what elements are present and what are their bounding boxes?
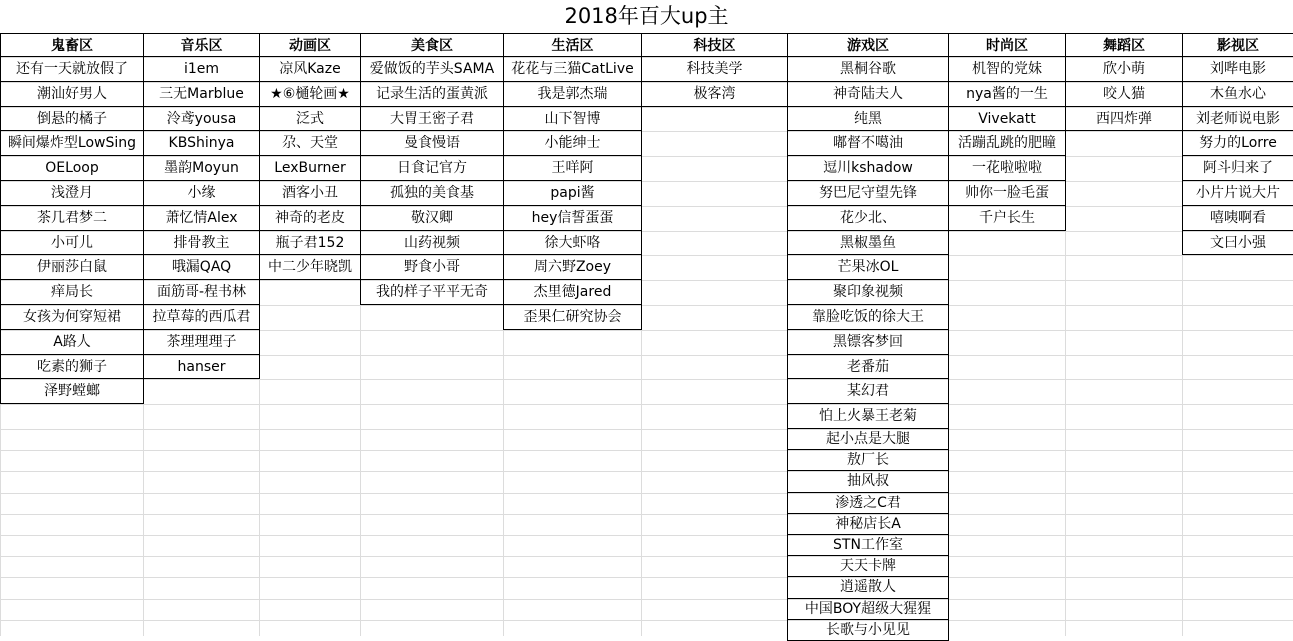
- table-cell: 怕上火暴王老菊: [787, 403, 949, 429]
- grid-line: [0, 577, 1293, 578]
- column-header: 鬼畜区: [0, 33, 144, 57]
- column-header: 动画区: [259, 33, 361, 57]
- table-cell: 山药视频: [360, 230, 504, 256]
- table-cell: 茶几君梦二: [0, 205, 144, 231]
- table-cell: 痒局长: [0, 279, 144, 305]
- table-cell: 科技美学: [641, 56, 788, 82]
- grid-line: [0, 379, 1293, 380]
- table-cell: i1em: [143, 56, 260, 82]
- table-cell: 逍遥散人: [787, 576, 949, 598]
- grid-line: [0, 599, 1293, 600]
- table-cell: 纯黑: [787, 106, 949, 132]
- table-cell: 小可儿: [0, 230, 144, 256]
- table-cell: 浅澄月: [0, 180, 144, 206]
- table-cell: 芒果冰OL: [787, 254, 949, 280]
- grid-line: [0, 404, 1293, 405]
- table-cell: nya酱的一生: [948, 81, 1066, 107]
- table-cell: 极客湾: [641, 81, 788, 107]
- table-cell: 嘻咦啊看: [1182, 205, 1293, 231]
- table-cell: 刘哔电影: [1182, 56, 1293, 82]
- table-cell: 天天卡牌: [787, 555, 949, 577]
- column-header: 影视区: [1182, 33, 1293, 57]
- sheet-title: 2018年百大up主: [564, 4, 729, 28]
- table-cell: 起小点是大腿: [787, 428, 949, 450]
- table-cell: 小片片说大片: [1182, 180, 1293, 206]
- table-cell: 神秘店长A: [787, 513, 949, 535]
- table-cell: Vivekatt: [948, 106, 1066, 132]
- table-cell: 泛式: [259, 106, 361, 132]
- table-cell: 吃素的狮子: [0, 354, 144, 380]
- table-cell: 机智的党妹: [948, 56, 1066, 82]
- column-header: 音乐区: [143, 33, 260, 57]
- table-cell: STN工作室: [787, 534, 949, 556]
- column-header: 时尚区: [948, 33, 1066, 57]
- table-cell: 刘老师说电影: [1182, 106, 1293, 132]
- table-cell: 倒悬的橘子: [0, 106, 144, 132]
- grid-line: [0, 620, 1293, 621]
- table-cell: 山下智博: [503, 106, 642, 132]
- table-cell: A路人: [0, 329, 144, 355]
- table-cell: LexBurner: [259, 155, 361, 181]
- table-cell: 西四炸弹: [1065, 106, 1183, 132]
- table-cell: 努力的Lorre: [1182, 130, 1293, 156]
- grid-line: [0, 556, 1293, 557]
- table-cell: 神奇陆夫人: [787, 81, 949, 107]
- table-cell: 抽风叔: [787, 470, 949, 492]
- column-header: 舞蹈区: [1065, 33, 1183, 57]
- table-cell: 敖厂长: [787, 449, 949, 471]
- table-cell: 潮汕好男人: [0, 81, 144, 107]
- table-cell: 努巴尼守望先锋: [787, 180, 949, 206]
- table-cell: 帅你一脸毛蛋: [948, 180, 1066, 206]
- table-cell: 墨韵Moyun: [143, 155, 260, 181]
- table-cell: 中国BOY超级大猩猩: [787, 598, 949, 620]
- column-header: 美食区: [360, 33, 504, 57]
- table-cell: 野食小哥: [360, 254, 504, 280]
- table-cell: 欣小萌: [1065, 56, 1183, 82]
- table-cell: 聚印象视频: [787, 279, 949, 305]
- table-cell: 周六野Zoey: [503, 254, 642, 280]
- table-cell: 花少北、: [787, 205, 949, 231]
- table-cell: 活蹦乱跳的肥瞳: [948, 130, 1066, 156]
- table-cell: 黑桐谷歌: [787, 56, 949, 82]
- table-cell: 嘟督不噶油: [787, 130, 949, 156]
- table-cell: 敬汉卿: [360, 205, 504, 231]
- table-cell: 尕、天堂: [259, 130, 361, 156]
- table-cell: 文曰小强: [1182, 230, 1293, 256]
- table-cell: 曼食慢语: [360, 130, 504, 156]
- table-cell: 某幻君: [787, 378, 949, 404]
- table-cell: ★⑥樋轮画★: [259, 81, 361, 107]
- column-header: 生活区: [503, 33, 642, 57]
- table-cell: 神奇的老皮: [259, 205, 361, 231]
- table-cell: 花花与三猫CatLive: [503, 56, 642, 82]
- table-cell: papi酱: [503, 180, 642, 206]
- column-header: 科技区: [641, 33, 788, 57]
- table-cell: 瓶子君152: [259, 230, 361, 256]
- table-cell: 小能绅士: [503, 130, 642, 156]
- table-cell: 王咩阿: [503, 155, 642, 181]
- table-cell: 泠鸢yousa: [143, 106, 260, 132]
- table-cell: 逗川kshadow: [787, 155, 949, 181]
- table-cell: 咬人猫: [1065, 81, 1183, 107]
- table-cell: 杰里德Jared: [503, 279, 642, 305]
- table-cell: hanser: [143, 354, 260, 380]
- table-cell: 徐大虾咯: [503, 230, 642, 256]
- table-cell: 歪果仁研究协会: [503, 304, 642, 330]
- table-cell: 中二少年晓凯: [259, 254, 361, 280]
- grid-line: [0, 493, 1293, 494]
- table-cell: 凉风Kaze: [259, 56, 361, 82]
- grid-line: [0, 429, 1293, 430]
- grid-line: [0, 471, 1293, 472]
- table-cell: 瞬间爆炸型LowSing: [0, 130, 144, 156]
- table-cell: 三无Marblue: [143, 81, 260, 107]
- column-header: 游戏区: [787, 33, 949, 57]
- table-cell: 黑镖客梦回: [787, 329, 949, 355]
- table-cell: 木鱼水心: [1182, 81, 1293, 107]
- table-cell: 女孩为何穿短裙: [0, 304, 144, 330]
- table-cell: 大胃王密子君: [360, 106, 504, 132]
- table-cell: 面筋哥-程书林: [143, 279, 260, 305]
- table-cell: 拉草莓的西瓜君: [143, 304, 260, 330]
- grid-line: [0, 514, 1293, 515]
- table-cell: 小缘: [143, 180, 260, 206]
- grid-line: [0, 535, 1293, 536]
- table-cell: 哦漏QAQ: [143, 254, 260, 280]
- table-cell: 千户长生: [948, 205, 1066, 231]
- table-cell: 酒客小丑: [259, 180, 361, 206]
- table-cell: 泽野螳螂: [0, 378, 144, 404]
- table-cell: 靠脸吃饭的徐大王: [787, 304, 949, 330]
- table-cell: 老番茄: [787, 354, 949, 380]
- table-cell: 爱做饭的芋头SAMA: [360, 56, 504, 82]
- table-cell: 记录生活的蛋黄派: [360, 81, 504, 107]
- table-cell: 我是郭杰瑞: [503, 81, 642, 107]
- table-cell: 还有一天就放假了: [0, 56, 144, 82]
- table-cell: 黑椒墨鱼: [787, 230, 949, 256]
- table-cell: 日食记官方: [360, 155, 504, 181]
- table-cell: 长歌与小见见: [787, 619, 949, 641]
- table-cell: 阿斗归来了: [1182, 155, 1293, 181]
- table-cell: hey信誓蛋蛋: [503, 205, 642, 231]
- table-cell: OELoop: [0, 155, 144, 181]
- table-cell: 我的样子平平无奇: [360, 279, 504, 305]
- table-cell: 一花啦啦啦: [948, 155, 1066, 181]
- table-cell: 伊丽莎白鼠: [0, 254, 144, 280]
- table-cell: 排骨教主: [143, 230, 260, 256]
- table-cell: 茶理理理子: [143, 329, 260, 355]
- table-cell: 孤独的美食基: [360, 180, 504, 206]
- table-cell: KBShinya: [143, 130, 260, 156]
- table-cell: 萧忆情Alex: [143, 205, 260, 231]
- grid-line: [0, 450, 1293, 451]
- table-cell: 渗透之C君: [787, 492, 949, 514]
